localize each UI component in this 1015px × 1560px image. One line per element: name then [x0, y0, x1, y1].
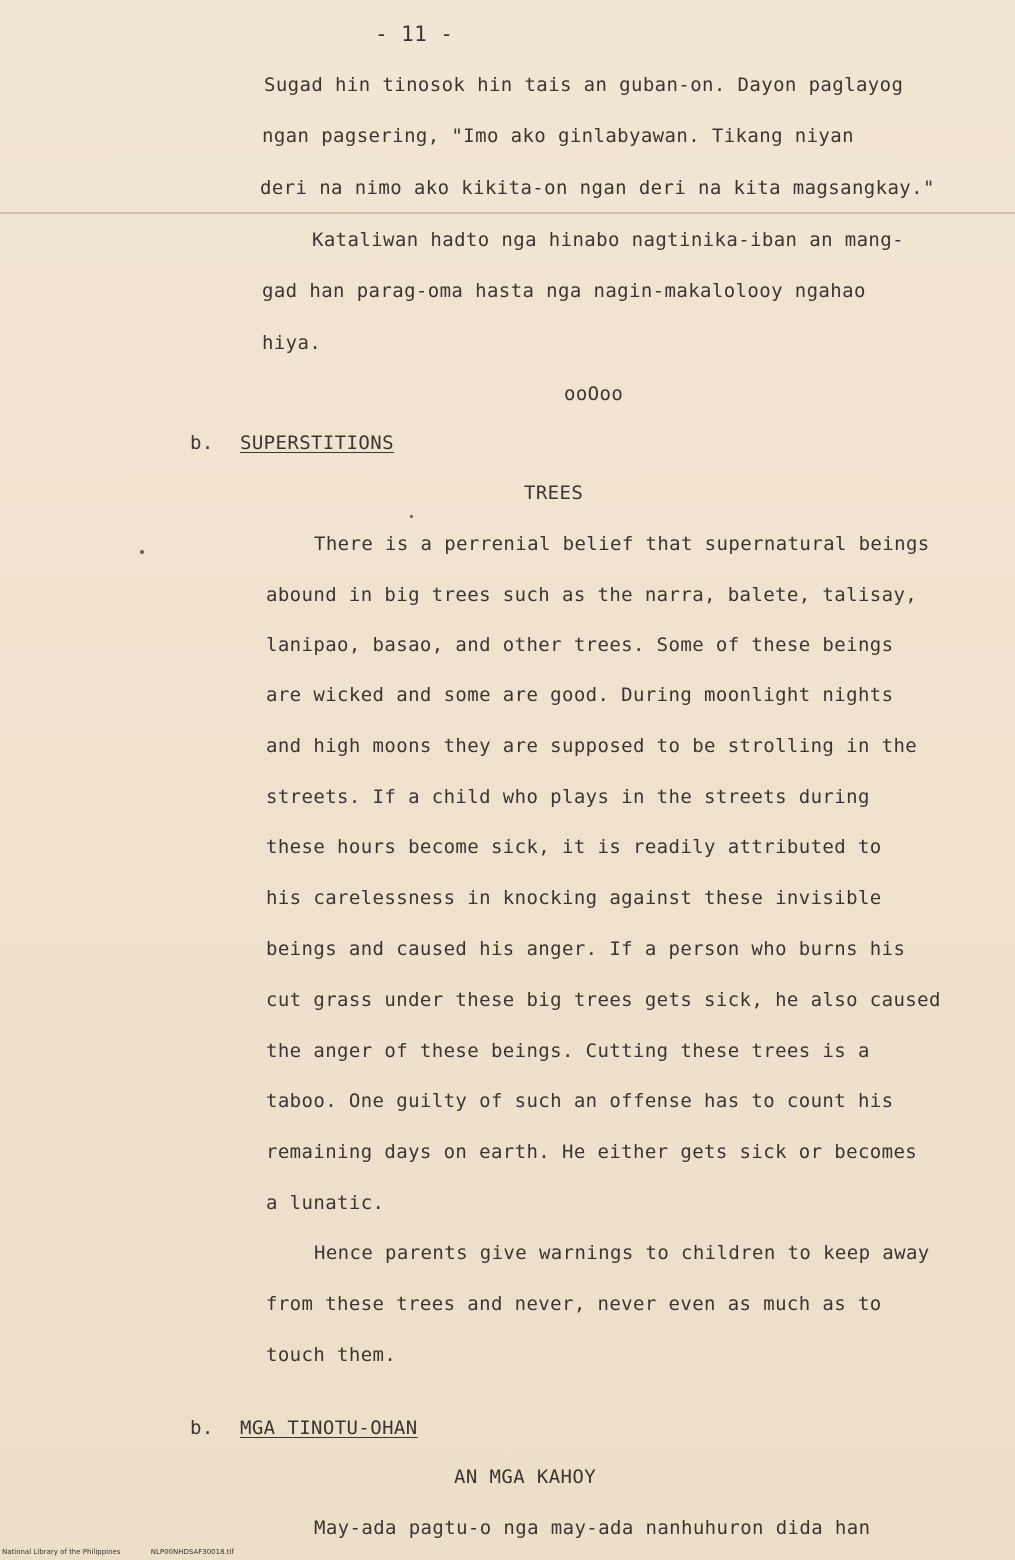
english-p1-line-6: streets. If a child who plays in the streets during [266, 786, 870, 808]
separator: ooOoo [564, 383, 624, 405]
english-p1-line-13: remaining days on earth. He either gets sick or becomes [266, 1141, 918, 1163]
paper-speck [140, 550, 144, 554]
section-letter-english: b. [190, 432, 214, 454]
english-p1-line-7: these hours become sick, it is readily attributed to [266, 836, 882, 858]
english-p1-line-2: abound in big trees such as the narra, balete, talisay, [266, 584, 918, 606]
english-p1-line-12: taboo. One guilty of such an offense has to count his [266, 1090, 894, 1112]
english-p2-line-3: touch them. [266, 1344, 397, 1366]
paper-speck [410, 515, 413, 518]
english-p1-line-8: his carelessness in knocking against these invisible [266, 887, 882, 909]
section-title-english: SUPERSTITIONS [240, 432, 394, 454]
story-line-4: Kataliwan hadto nga hinabo nagtinika-iban an mang- [312, 229, 904, 251]
scan-footer [2, 1548, 262, 1556]
english-p1-line-14: a lunatic. [266, 1192, 385, 1214]
english-p1-line-1: There is a perrenial belief that supernatural beings [314, 533, 930, 555]
english-p1-line-11: the anger of these beings. Cutting these trees is a [266, 1040, 870, 1062]
section-letter-waray: b. [190, 1417, 214, 1439]
english-p1-line-3: lanipao, basao, and other trees. Some of these beings [266, 634, 894, 656]
waray-p1-line-1: May-ada pagtu-o nga may-ada nanhuhuron dida han [314, 1517, 871, 1539]
footer-library: National Library of the Philippines [2, 1548, 121, 1556]
section-title-waray: MGA TINOTU-OHAN [240, 1417, 418, 1439]
page-number: - 11 - [375, 22, 454, 46]
story-line-1: Sugad hin tinosok hin tais an guban-on. Dayon paglayog [264, 74, 904, 96]
english-p1-line-10: cut grass under these big trees gets sick, he also caused [266, 989, 941, 1011]
story-line-6: hiya. [262, 332, 322, 354]
english-p1-line-9: beings and caused his anger. If a person who burns his [266, 938, 906, 960]
english-p2-line-1: Hence parents give warnings to children to keep away [314, 1242, 930, 1264]
footer-file: NLP00NHDSAF30018.tif [150, 1548, 234, 1556]
subtitle-english: TREES [524, 482, 584, 504]
subtitle-waray: AN MGA KAHOY [454, 1466, 597, 1488]
story-line-2: ngan pagsering, "Imo ako ginlabyawan. Tikang niyan [262, 125, 854, 147]
story-line-3: deri na nimo ako kikita-on ngan deri na kita magsangkay." [260, 177, 935, 199]
english-p1-line-5: and high moons they are supposed to be strolling in the [266, 735, 918, 757]
story-line-5: gad han parag-oma hasta nga nagin-makalolooy ngahao [262, 280, 866, 302]
english-p1-line-4: are wicked and some are good. During moonlight nights [266, 684, 894, 706]
page-fold-line [0, 212, 1015, 214]
english-p2-line-2: from these trees and never, never even as much as to [266, 1293, 882, 1315]
